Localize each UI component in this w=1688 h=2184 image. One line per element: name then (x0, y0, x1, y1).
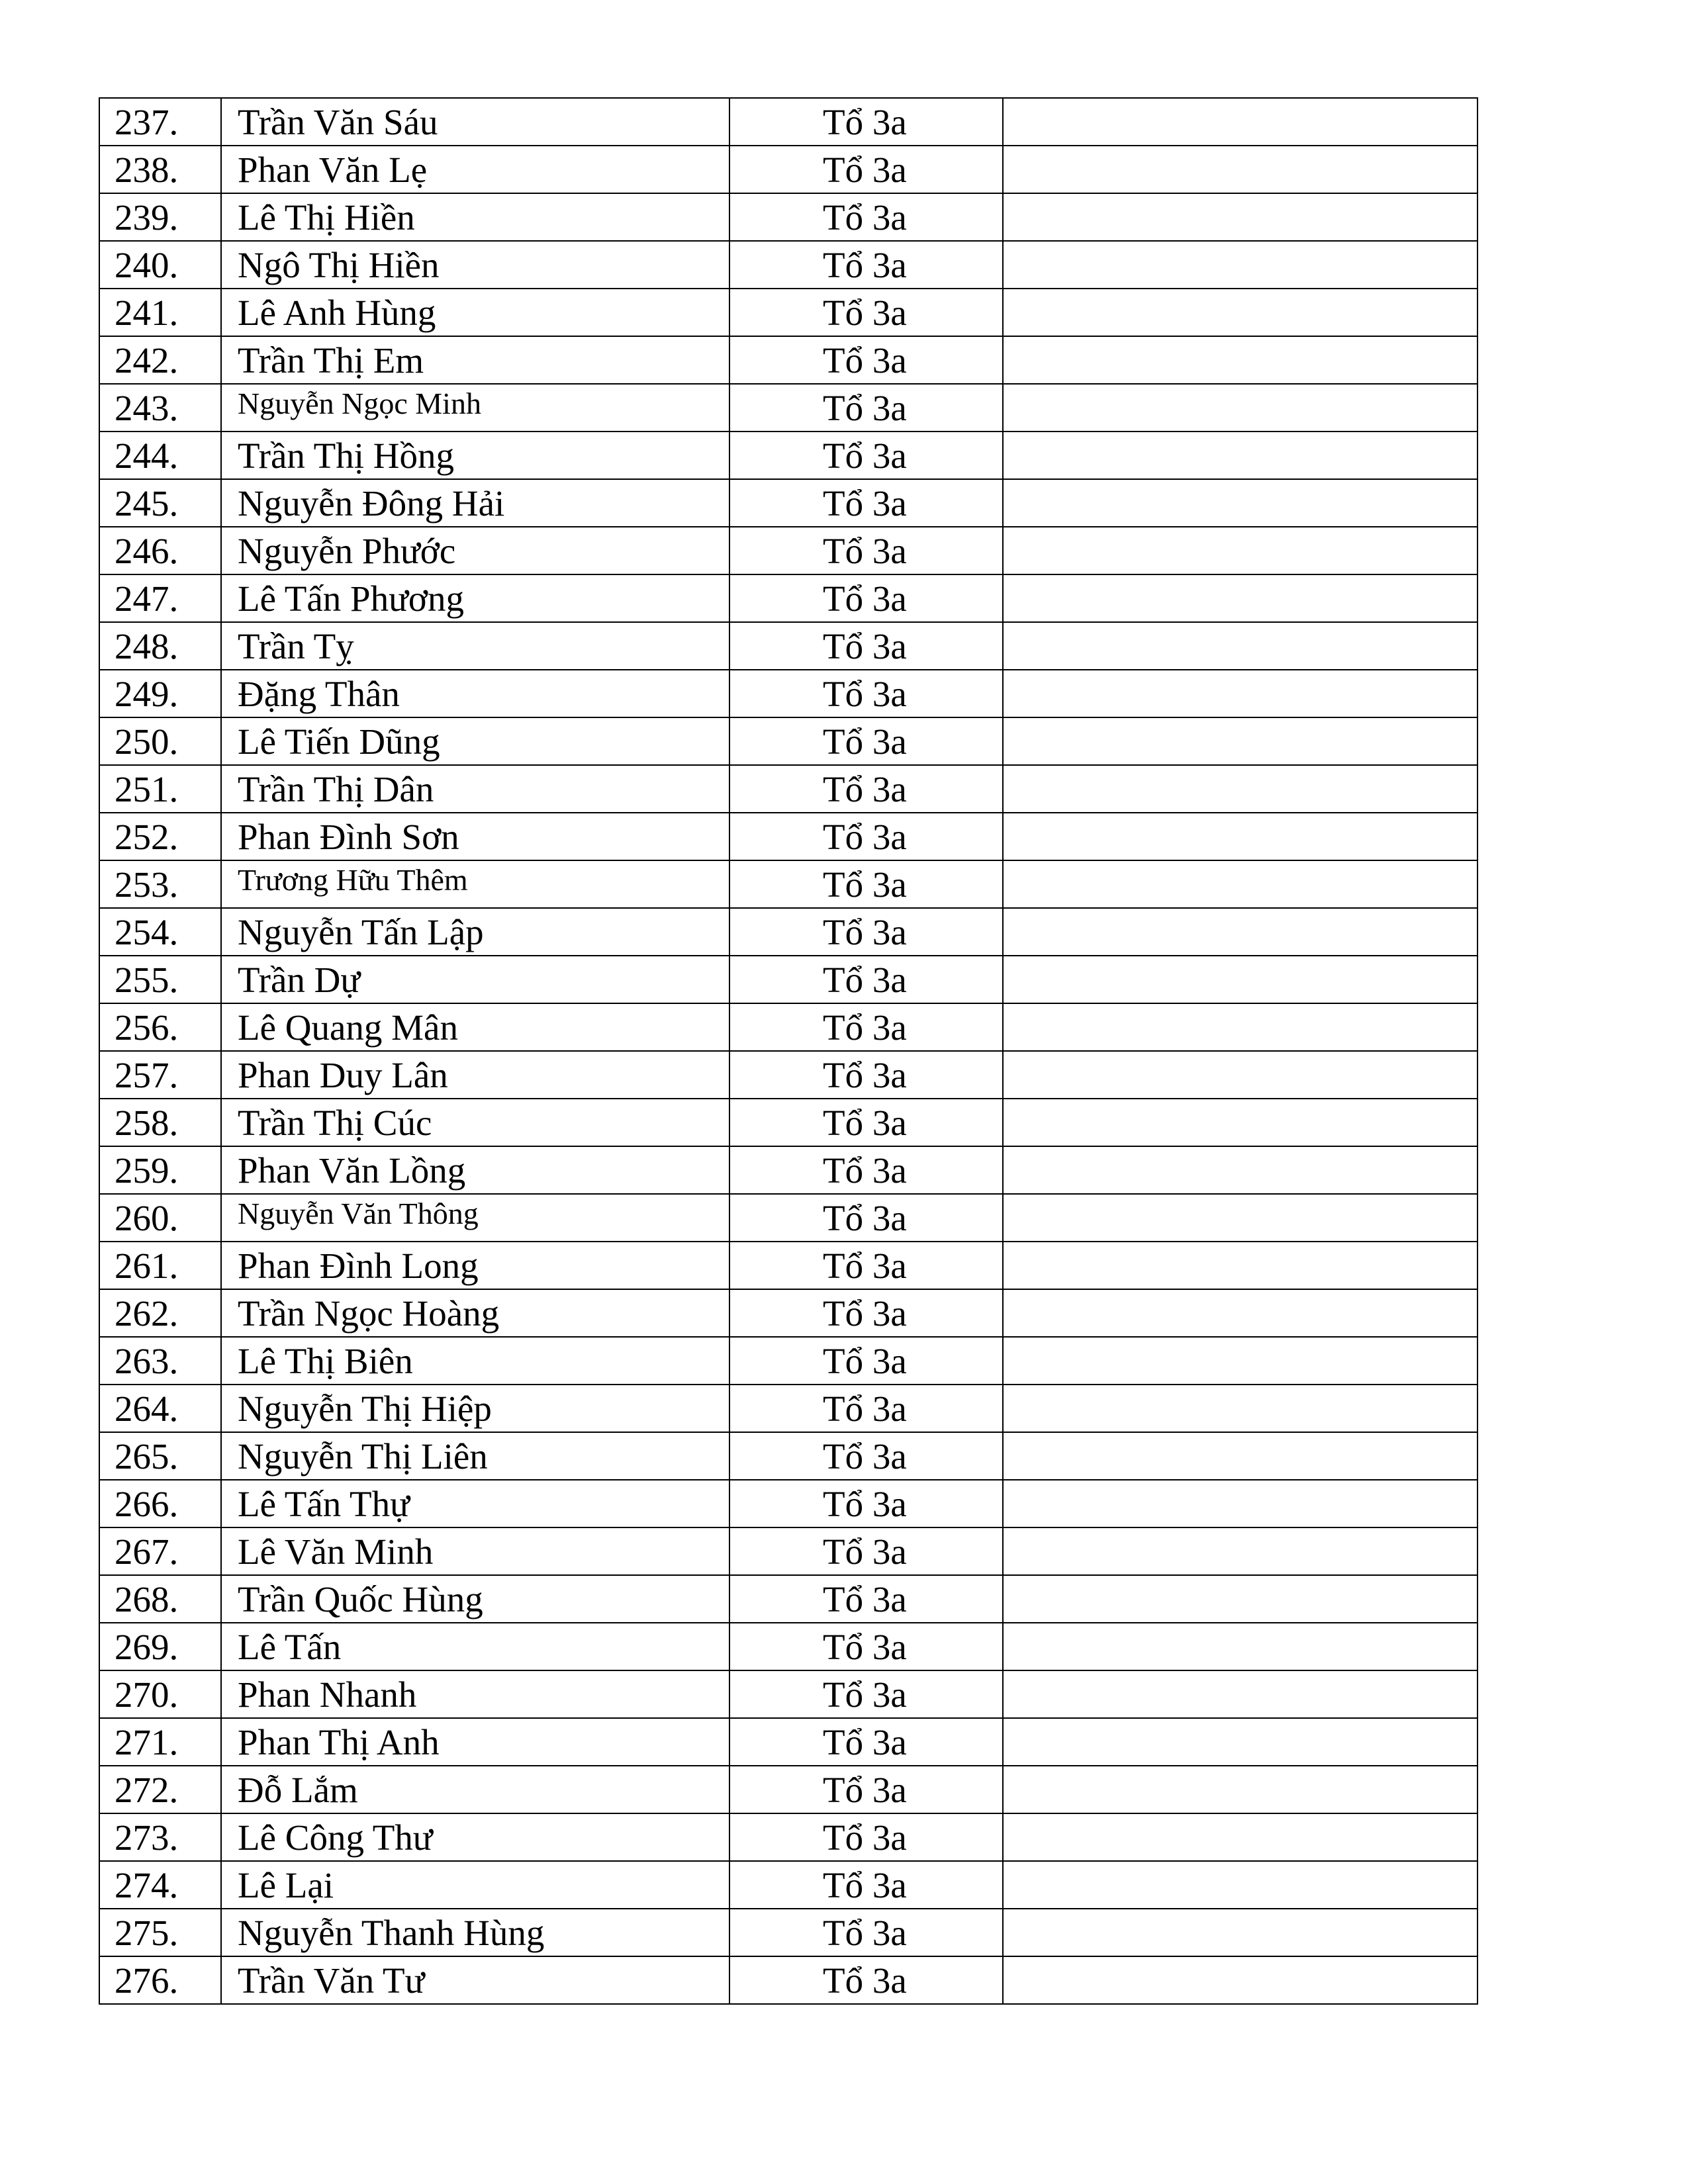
note-cell (1003, 1623, 1477, 1670)
table-row (99, 1146, 1477, 1194)
name-cell: Lê Công Thư (221, 1813, 729, 1861)
note-cell (1003, 717, 1477, 765)
group-cell: Tổ 3a (729, 527, 1003, 574)
table-row (99, 1385, 1477, 1432)
note-cell (1003, 670, 1477, 717)
group-cell: Tổ 3a (729, 1289, 1003, 1337)
row-number-cell: 237. (99, 98, 221, 146)
name-cell: Nguyễn Ngọc Minh (221, 384, 729, 432)
name-cell: Lê Văn Minh (221, 1527, 729, 1575)
name-cell: Trần Thị Cúc (221, 1099, 729, 1146)
name-cell: Phan Văn Lẹ (221, 146, 729, 193)
group-cell: Tổ 3a (729, 1623, 1003, 1670)
note-cell (1003, 908, 1477, 956)
note-cell (1003, 1718, 1477, 1766)
group-cell: Tổ 3a (729, 1146, 1003, 1194)
note-cell (1003, 479, 1477, 527)
name-cell: Lê Tấn (221, 1623, 729, 1670)
name-cell: Nguyễn Thị Hiệp (221, 1385, 729, 1432)
table-row (99, 1051, 1477, 1099)
row-number-cell: 275. (99, 1909, 221, 1956)
row-number-cell: 243. (99, 384, 221, 432)
row-number-cell: 248. (99, 622, 221, 670)
note-cell (1003, 1813, 1477, 1861)
row-number-cell: 246. (99, 527, 221, 574)
name-cell: Trần Ngọc Hoàng (221, 1289, 729, 1337)
table-row (99, 860, 1477, 908)
table-row (99, 956, 1477, 1003)
name-cell: Lê Thị Biên (221, 1337, 729, 1385)
name-cell: Phan Thị Anh (221, 1718, 729, 1766)
group-cell: Tổ 3a (729, 1385, 1003, 1432)
name-cell: Lê Tấn Phương (221, 574, 729, 622)
table-row (99, 1432, 1477, 1480)
group-cell: Tổ 3a (729, 765, 1003, 813)
row-number-cell: 258. (99, 1099, 221, 1146)
row-number-cell: 252. (99, 813, 221, 860)
row-number-cell: 245. (99, 479, 221, 527)
name-cell: Phan Nhanh (221, 1670, 729, 1718)
group-cell: Tổ 3a (729, 1670, 1003, 1718)
name-cell: Ngô Thị Hiền (221, 241, 729, 289)
name-cell: Trần Thị Hồng (221, 432, 729, 479)
table-row (99, 908, 1477, 956)
note-cell (1003, 1766, 1477, 1813)
row-number-cell: 263. (99, 1337, 221, 1385)
group-cell: Tổ 3a (729, 1718, 1003, 1766)
row-number-cell: 261. (99, 1242, 221, 1289)
name-cell: Trần Thị Dân (221, 765, 729, 813)
note-cell (1003, 574, 1477, 622)
table-row (99, 1289, 1477, 1337)
table-row (99, 384, 1477, 432)
name-cell: Nguyễn Văn Thông (221, 1194, 729, 1242)
note-cell (1003, 622, 1477, 670)
name-cell: Trần Quốc Hùng (221, 1575, 729, 1623)
group-cell: Tổ 3a (729, 622, 1003, 670)
group-cell: Tổ 3a (729, 574, 1003, 622)
name-cell: Nguyễn Đông Hải (221, 479, 729, 527)
name-cell: Trần Dự (221, 956, 729, 1003)
note-cell (1003, 1670, 1477, 1718)
row-number-cell: 257. (99, 1051, 221, 1099)
row-number-cell: 244. (99, 432, 221, 479)
table-row (99, 241, 1477, 289)
table-row (99, 813, 1477, 860)
group-cell: Tổ 3a (729, 1956, 1003, 2004)
group-cell: Tổ 3a (729, 1527, 1003, 1575)
name-cell: Trần Văn Tư (221, 1956, 729, 2004)
table-row (99, 1099, 1477, 1146)
row-number-cell: 274. (99, 1861, 221, 1909)
table-row (99, 1956, 1477, 2004)
name-cell: Trần Tỵ (221, 622, 729, 670)
name-cell: Trần Văn Sáu (221, 98, 729, 146)
table-row (99, 1861, 1477, 1909)
table-row (99, 670, 1477, 717)
name-cell: Phan Đình Long (221, 1242, 729, 1289)
group-cell: Tổ 3a (729, 289, 1003, 336)
note-cell (1003, 1861, 1477, 1909)
row-number-cell: 270. (99, 1670, 221, 1718)
name-cell: Lê Tiến Dũng (221, 717, 729, 765)
name-cell: Nguyễn Thị Liên (221, 1432, 729, 1480)
group-cell: Tổ 3a (729, 670, 1003, 717)
row-number-cell: 266. (99, 1480, 221, 1527)
row-number-cell: 238. (99, 146, 221, 193)
table-row (99, 1813, 1477, 1861)
name-cell: Lê Anh Hùng (221, 289, 729, 336)
table-row (99, 1623, 1477, 1670)
row-number-cell: 255. (99, 956, 221, 1003)
table-row (99, 432, 1477, 479)
group-cell: Tổ 3a (729, 1480, 1003, 1527)
note-cell (1003, 1099, 1477, 1146)
group-cell: Tổ 3a (729, 1861, 1003, 1909)
name-cell: Phan Đình Sơn (221, 813, 729, 860)
row-number-cell: 240. (99, 241, 221, 289)
row-number-cell: 256. (99, 1003, 221, 1051)
row-number-cell: 268. (99, 1575, 221, 1623)
group-cell: Tổ 3a (729, 1813, 1003, 1861)
name-cell: Nguyễn Thanh Hùng (221, 1909, 729, 1956)
row-number-cell: 276. (99, 1956, 221, 2004)
roster-table (99, 97, 1478, 2005)
table-row (99, 336, 1477, 384)
note-cell (1003, 98, 1477, 146)
group-cell: Tổ 3a (729, 1051, 1003, 1099)
table-row (99, 1575, 1477, 1623)
row-number-cell: 251. (99, 765, 221, 813)
note-cell (1003, 241, 1477, 289)
row-number-cell: 249. (99, 670, 221, 717)
group-cell: Tổ 3a (729, 241, 1003, 289)
row-number-cell: 254. (99, 908, 221, 956)
group-cell: Tổ 3a (729, 860, 1003, 908)
table-row (99, 1718, 1477, 1766)
name-cell: Lê Quang Mân (221, 1003, 729, 1051)
note-cell (1003, 432, 1477, 479)
group-cell: Tổ 3a (729, 146, 1003, 193)
row-number-cell: 272. (99, 1766, 221, 1813)
note-cell (1003, 1194, 1477, 1242)
note-cell (1003, 289, 1477, 336)
table-row (99, 622, 1477, 670)
row-number-cell: 239. (99, 193, 221, 241)
table-row (99, 1909, 1477, 1956)
group-cell: Tổ 3a (729, 384, 1003, 432)
note-cell (1003, 527, 1477, 574)
row-number-cell: 267. (99, 1527, 221, 1575)
group-cell: Tổ 3a (729, 1337, 1003, 1385)
table-row (99, 765, 1477, 813)
group-cell: Tổ 3a (729, 1909, 1003, 1956)
group-cell: Tổ 3a (729, 479, 1003, 527)
table-row (99, 1337, 1477, 1385)
table-row (99, 527, 1477, 574)
note-cell (1003, 1242, 1477, 1289)
table-row (99, 479, 1477, 527)
group-cell: Tổ 3a (729, 813, 1003, 860)
group-cell: Tổ 3a (729, 1766, 1003, 1813)
table-row (99, 1480, 1477, 1527)
roster-body (99, 98, 1477, 2004)
row-number-cell: 265. (99, 1432, 221, 1480)
row-number-cell: 253. (99, 860, 221, 908)
name-cell: Nguyễn Phước (221, 527, 729, 574)
group-cell: Tổ 3a (729, 1432, 1003, 1480)
row-number-cell: 259. (99, 1146, 221, 1194)
row-number-cell: 269. (99, 1623, 221, 1670)
group-cell: Tổ 3a (729, 908, 1003, 956)
row-number-cell: 247. (99, 574, 221, 622)
row-number-cell: 241. (99, 289, 221, 336)
note-cell (1003, 765, 1477, 813)
table-row (99, 1003, 1477, 1051)
name-cell: Trương Hữu Thêm (221, 860, 729, 908)
name-cell: Đặng Thân (221, 670, 729, 717)
note-cell (1003, 1956, 1477, 2004)
table-row (99, 1242, 1477, 1289)
table-row (99, 574, 1477, 622)
name-cell: Lê Tấn Thự (221, 1480, 729, 1527)
note-cell (1003, 1289, 1477, 1337)
group-cell: Tổ 3a (729, 193, 1003, 241)
table-row (99, 1670, 1477, 1718)
note-cell (1003, 1575, 1477, 1623)
note-cell (1003, 860, 1477, 908)
table-row (99, 1766, 1477, 1813)
name-cell: Lê Thị Hiền (221, 193, 729, 241)
name-cell: Lê Lại (221, 1861, 729, 1909)
group-cell: Tổ 3a (729, 336, 1003, 384)
table-row (99, 1194, 1477, 1242)
note-cell (1003, 956, 1477, 1003)
row-number-cell: 264. (99, 1385, 221, 1432)
note-cell (1003, 146, 1477, 193)
row-number-cell: 271. (99, 1718, 221, 1766)
note-cell (1003, 1051, 1477, 1099)
name-cell: Đỗ Lắm (221, 1766, 729, 1813)
group-cell: Tổ 3a (729, 1099, 1003, 1146)
row-number-cell: 260. (99, 1194, 221, 1242)
name-cell: Phan Duy Lân (221, 1051, 729, 1099)
row-number-cell: 273. (99, 1813, 221, 1861)
table-row (99, 1527, 1477, 1575)
row-number-cell: 262. (99, 1289, 221, 1337)
note-cell (1003, 384, 1477, 432)
table-row (99, 146, 1477, 193)
group-cell: Tổ 3a (729, 1003, 1003, 1051)
table-row (99, 289, 1477, 336)
group-cell: Tổ 3a (729, 1575, 1003, 1623)
note-cell (1003, 1527, 1477, 1575)
name-cell: Trần Thị Em (221, 336, 729, 384)
note-cell (1003, 1432, 1477, 1480)
group-cell: Tổ 3a (729, 98, 1003, 146)
note-cell (1003, 1909, 1477, 1956)
note-cell (1003, 1337, 1477, 1385)
group-cell: Tổ 3a (729, 1194, 1003, 1242)
note-cell (1003, 193, 1477, 241)
table-row (99, 717, 1477, 765)
note-cell (1003, 336, 1477, 384)
name-cell: Nguyễn Tấn Lập (221, 908, 729, 956)
group-cell: Tổ 3a (729, 432, 1003, 479)
row-number-cell: 242. (99, 336, 221, 384)
table-row (99, 98, 1477, 146)
group-cell: Tổ 3a (729, 1242, 1003, 1289)
name-cell: Phan Văn Lồng (221, 1146, 729, 1194)
note-cell (1003, 1003, 1477, 1051)
row-number-cell: 250. (99, 717, 221, 765)
group-cell: Tổ 3a (729, 956, 1003, 1003)
table-row (99, 193, 1477, 241)
group-cell: Tổ 3a (729, 717, 1003, 765)
note-cell (1003, 1146, 1477, 1194)
note-cell (1003, 1385, 1477, 1432)
note-cell (1003, 813, 1477, 860)
note-cell (1003, 1480, 1477, 1527)
